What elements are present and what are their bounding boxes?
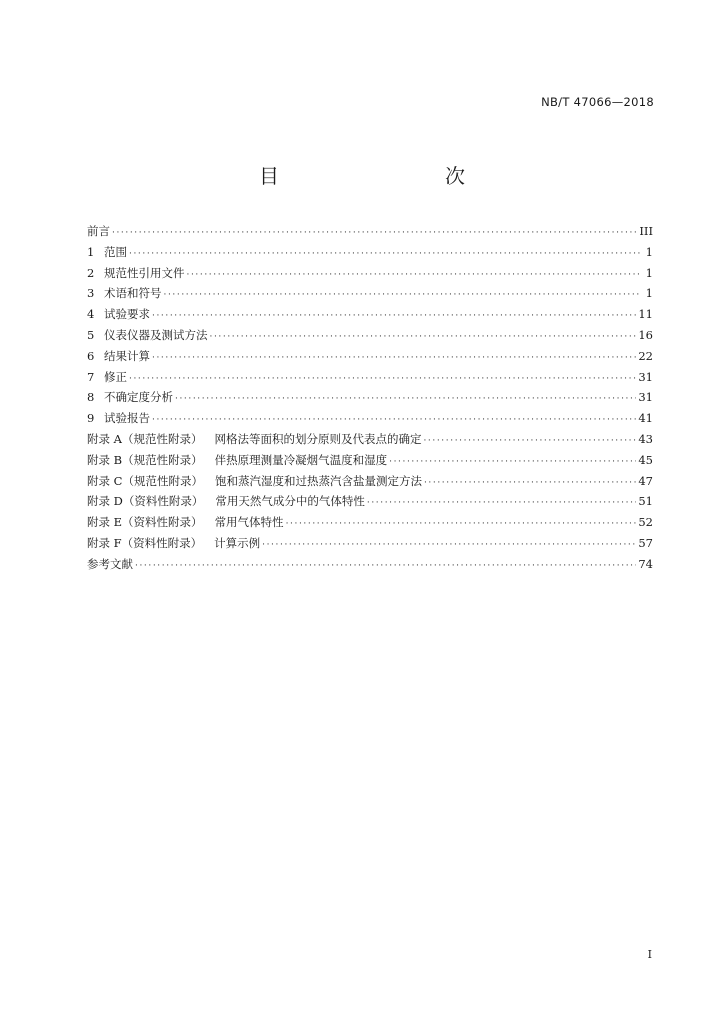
toc-entry-label: 术语和符号 xyxy=(104,286,162,301)
toc-entry-number: 5 xyxy=(87,327,95,342)
toc-entry-label: 附录 E（资料性附录） xyxy=(87,515,203,530)
toc-entry-page: 31 xyxy=(638,369,653,384)
toc-entry-label: 规范性引用文件 xyxy=(104,265,185,280)
toc-entry-label: 试验报告 xyxy=(104,411,150,426)
table-of-contents xyxy=(87,223,653,577)
dot-leader xyxy=(187,270,642,280)
toc-entry-page: 57 xyxy=(638,535,653,550)
toc-entry-number: 8 xyxy=(87,390,95,405)
dot-leader xyxy=(152,415,636,425)
toc-entry-annex-e[interactable] xyxy=(87,514,653,535)
toc-entry-subtitle: 饱和蒸汽湿度和过热蒸汽含盐量测定方法 xyxy=(214,473,422,488)
dot-leader xyxy=(367,498,636,508)
dot-leader xyxy=(164,290,642,300)
toc-entry-foreword[interactable] xyxy=(87,223,653,244)
toc-entry-annex-a[interactable] xyxy=(87,431,653,452)
toc-entry-page: 45 xyxy=(638,452,653,467)
toc-entry-3[interactable] xyxy=(87,285,653,306)
dot-leader xyxy=(424,478,636,488)
toc-entry-label: 参考文献 xyxy=(87,556,133,571)
page-number: I xyxy=(647,948,652,961)
toc-entry-number: 3 xyxy=(87,286,95,301)
toc-entry-label: 附录 F（资料性附录） xyxy=(87,535,203,550)
toc-entry-label: 修正 xyxy=(104,369,127,384)
toc-entry-number: 2 xyxy=(87,265,95,280)
dot-leader xyxy=(129,249,641,259)
toc-entry-label: 前言 xyxy=(87,224,110,238)
dot-leader xyxy=(423,436,636,446)
toc-entry-subtitle: 网格法等面积的划分原则及代表点的确定 xyxy=(214,431,422,446)
toc-entry-label: 附录 B（规范性附录） xyxy=(87,452,203,467)
toc-entry-page: 1 xyxy=(645,286,653,301)
dot-leader xyxy=(389,457,636,467)
toc-entry-2[interactable] xyxy=(87,265,653,286)
toc-entry-label: 仪表仪器及测试方法 xyxy=(104,327,208,342)
toc-entry-label: 不确定度分析 xyxy=(104,390,173,405)
toc-entry-number: 7 xyxy=(87,369,95,384)
dot-leader xyxy=(152,311,636,321)
toc-entry-number: 1 xyxy=(87,244,95,259)
toc-entry-page: 31 xyxy=(638,390,653,405)
toc-entry-page: 43 xyxy=(638,431,653,446)
toc-entry-page: III xyxy=(639,224,653,238)
toc-entry-annex-b[interactable] xyxy=(87,452,653,473)
toc-entry-annex-c[interactable] xyxy=(87,473,653,494)
dot-leader xyxy=(112,228,637,238)
toc-entry-number: 4 xyxy=(87,307,95,322)
toc-entry-page: 51 xyxy=(638,494,653,509)
toc-entry-number: 9 xyxy=(87,411,95,426)
toc-entry-page: 47 xyxy=(638,473,653,488)
toc-entry-page: 1 xyxy=(645,265,653,280)
toc-entry-subtitle: 伴热原理测量冷凝烟气温度和湿度 xyxy=(214,452,388,467)
toc-entry-page: 52 xyxy=(638,515,653,530)
toc-entry-page: 74 xyxy=(638,556,653,571)
toc-entry-subtitle: 常用天然气成分中的气体特性 xyxy=(215,494,365,509)
toc-entry-annex-d[interactable] xyxy=(87,493,653,514)
toc-entry-label: 附录 D（资料性附录） xyxy=(87,494,204,509)
toc-entry-label: 结果计算 xyxy=(104,348,150,363)
toc-entry-subtitle: 计算示例 xyxy=(214,535,261,550)
dot-leader xyxy=(262,540,636,550)
dot-leader xyxy=(152,353,636,363)
dot-leader xyxy=(210,332,637,342)
dot-leader xyxy=(286,519,637,529)
toc-entry-subtitle: 常用气体特性 xyxy=(214,515,284,530)
toc-title: 目 次 xyxy=(259,164,507,188)
toc-entry-label: 范围 xyxy=(104,244,127,259)
toc-entry-4[interactable] xyxy=(87,306,653,327)
toc-entry-7[interactable] xyxy=(87,369,653,390)
toc-entry-5[interactable] xyxy=(87,327,653,348)
toc-entry-6[interactable] xyxy=(87,348,653,369)
toc-entry-page: 11 xyxy=(638,307,653,322)
toc-entry-number: 6 xyxy=(87,348,95,363)
toc-entry-page: 16 xyxy=(638,327,653,342)
standard-code: NB/T 47066—2018 xyxy=(541,95,654,109)
toc-entry-page: 1 xyxy=(645,244,653,259)
toc-entry-bibliography[interactable] xyxy=(87,556,653,577)
toc-entry-1[interactable] xyxy=(87,244,653,265)
dot-leader xyxy=(175,394,636,404)
toc-entry-annex-f[interactable] xyxy=(87,535,653,556)
dot-leader xyxy=(135,561,636,571)
toc-entry-9[interactable] xyxy=(87,410,653,431)
toc-entry-label: 试验要求 xyxy=(104,307,150,322)
toc-entry-8[interactable] xyxy=(87,389,653,410)
toc-entry-label: 附录 C（规范性附录） xyxy=(87,473,203,488)
toc-entry-page: 41 xyxy=(638,411,653,426)
dot-leader xyxy=(129,374,636,384)
toc-entry-label: 附录 A（规范性附录） xyxy=(87,431,203,446)
toc-entry-page: 22 xyxy=(638,348,653,363)
